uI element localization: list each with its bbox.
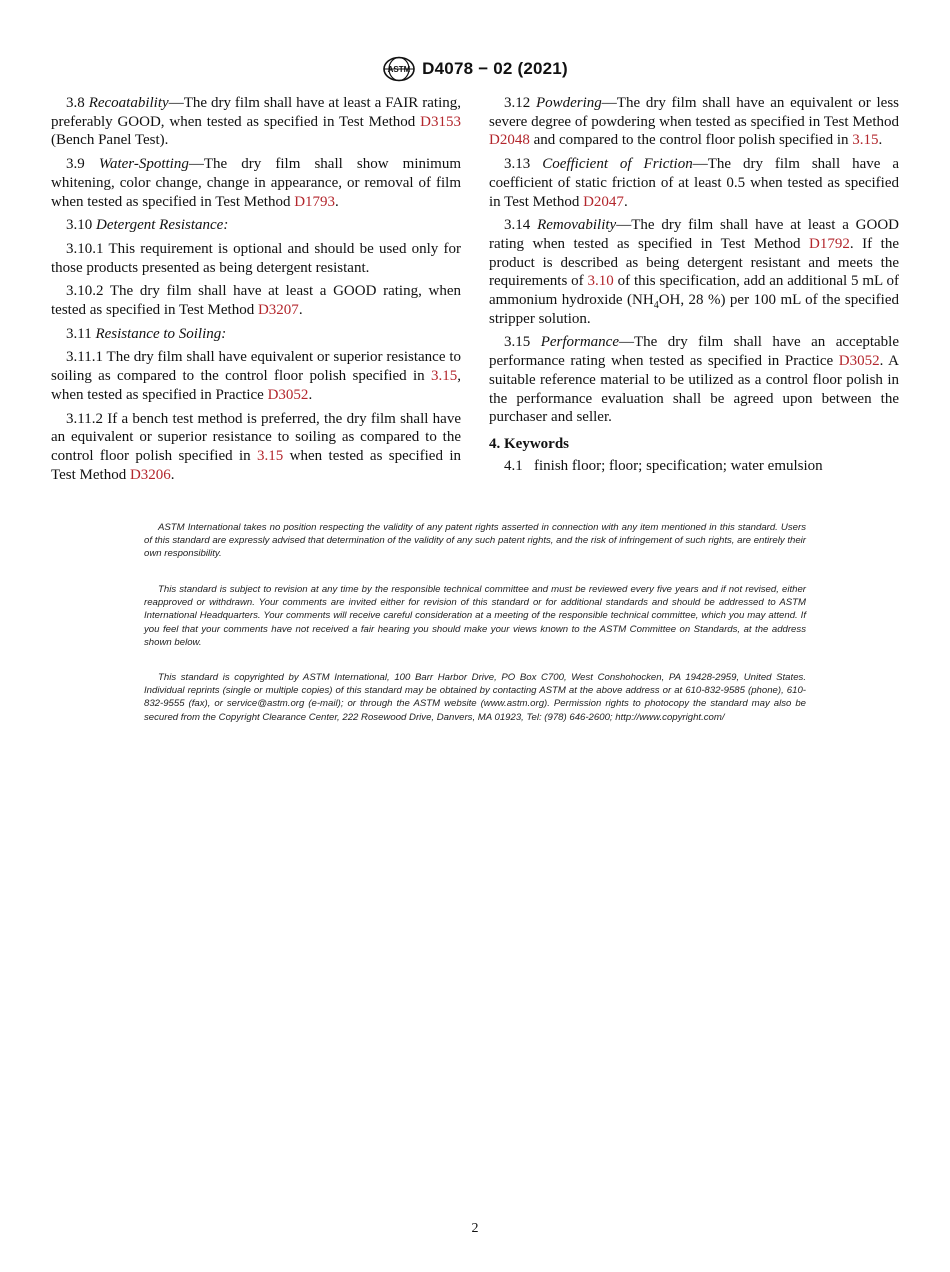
section-3-15: 3.15 Performance—The dry film shall have an acceptable performance rating when tested as specified in Practice D3052. A suitable reference material to be utilized as a control floor polish in the performance evaluation shall be agreed upon between the purchaser and seller. — [489, 334, 899, 426]
section-4-1: 4.1 finish floor; floor; specification; water emulsion — [504, 457, 823, 474]
section-3-10-2: 3.10.2 The dry film shall have at least a GOOD rating, when tested as specified in Test Method D3207. — [51, 283, 461, 319]
ref-link-3-15[interactable]: 3.15 — [852, 132, 879, 149]
page-header — [0, 56, 950, 82]
section-3-11-1: 3.11.1 The dry film shall have equivalent or superior resistance to soiling as compared to the control floor polish specified in 3.15, when tested as specified in Practice D3052. — [51, 349, 461, 403]
ref-link-d3207[interactable]: D3207 — [257, 302, 299, 319]
patent-notice: ASTM International takes no position respecting the validity of any patent rights asserted in connection with any item mentioned in this standard. Users of this standard are expressly advised that determination of the validity of any such patent rights, and the risk of infringement of such rights, are entirely their own responsibility. — [144, 522, 806, 560]
ref-link-d1792[interactable]: D1792 — [809, 235, 850, 252]
ref-link-d3206[interactable]: D3206 — [129, 466, 171, 483]
section-3-12: 3.12 Powdering—The dry film shall have an equivalent or less severe degree of powdering when tested as specified in Test Method D2048 and compared to the control floor polish specified in 3.15. — [489, 95, 899, 149]
page-number: 2 — [471, 1221, 479, 1236]
section-3-11: 3.11 Resistance to Soiling: — [66, 325, 227, 342]
keywords-heading: 4. Keywords — [489, 435, 569, 452]
section-3-14: 3.14 Removability—The dry film shall have at least a GOOD rating when tested as specified in Test Method D1792. If the product is described as being detergent resistant and meets the requirements of 3.10 of this specification, add an additional 5 mL of ammonium hydroxide ($NH_4OH$, 28 %) per 100 mL of the specified stripper solution. — [489, 217, 900, 327]
ref-link-d3052[interactable]: D3052 — [838, 353, 880, 370]
ref-link-d3153[interactable]: D3153 — [420, 113, 461, 130]
ref-link-3-10[interactable]: 3.10 — [587, 273, 614, 290]
section-3-10: 3.10 Detergent Resistance: — [66, 217, 229, 234]
ref-link-d2047[interactable]: D2047 — [583, 193, 624, 210]
astm-logo-icon — [382, 56, 416, 82]
ref-link-d2048[interactable]: D2048 — [489, 132, 530, 149]
left-column — [51, 94, 461, 489]
revision-notice: This standard is subject to revision at any time by the responsible technical committee and must be reviewed every five years and if not revised, either reapproved or withdrawn. Your comments are invited either for revision of this standard or for additional standards and should be addressed to ASTM International Headquarters. Your comments will receive careful consideration at a meeting of the responsible technical committee, which you may attend. If you feel that your comments have not received a fair hearing you should make your views known to the ASTM Committee on Standards, at the address shown below. — [144, 584, 806, 648]
section-3-10-1: 3.10.1 This requirement is optional and should be used only for those products presented as being detergent resistant. — [51, 240, 461, 276]
ref-link-3-15[interactable]: 3.15 — [257, 447, 284, 464]
ref-link-3-15[interactable]: 3.15 — [431, 368, 458, 385]
section-3-8: 3.8 Recoatability—The dry film shall have at least a FAIR rating, preferably GOOD, when tested as specified in Test Method D3153 (Bench Panel Test). — [51, 95, 461, 149]
document-designation: D4078 − 02 (2021) — [422, 59, 568, 78]
section-3-11-2: 3.11.2 If a bench test method is preferred, the dry film shall have an equivalent or superior resistance to soiling as compared to the control floor polish specified in 3.15 when tested as specified in Test Method D3206. — [51, 410, 461, 483]
section-3-13: 3.13 Coefficient of Friction—The dry film shall have a coefficient of static friction of at least 0.5 when tested as specified in Test Method D2047. — [489, 156, 899, 210]
svg-text:ASTM: ASTM — [387, 65, 411, 74]
copyright-notice: This standard is copyrighted by ASTM International, 100 Barr Harbor Drive, PO Box C700, West Conshohocken, PA 19428-2959, United States. Individual reprints (single or multiple copies) of this standard may be obtained by contacting ASTM at the above address or at 610-832-9585 (phone), 610-832-9555 (fax), or service@astm.org (e-mail); or through the ASTM website (www.astm.org). Permission rights to photocopy the standard may also be secured from the Copyright Clearance Center, 222 Rosewood Drive, Danvers, MA 01923, Tel: (978) 646-2600; http://www.copyright.com/ — [144, 672, 806, 723]
ref-link-d1793[interactable]: D1793 — [294, 193, 336, 210]
section-3-9: 3.9 Water-Spotting—The dry film shall show minimum whitening, color change, change in appearance, or removal of film when tested as specified in Test Method D1793. — [51, 156, 462, 210]
ref-link-d3052[interactable]: D3052 — [267, 386, 309, 403]
right-column — [489, 94, 899, 480]
